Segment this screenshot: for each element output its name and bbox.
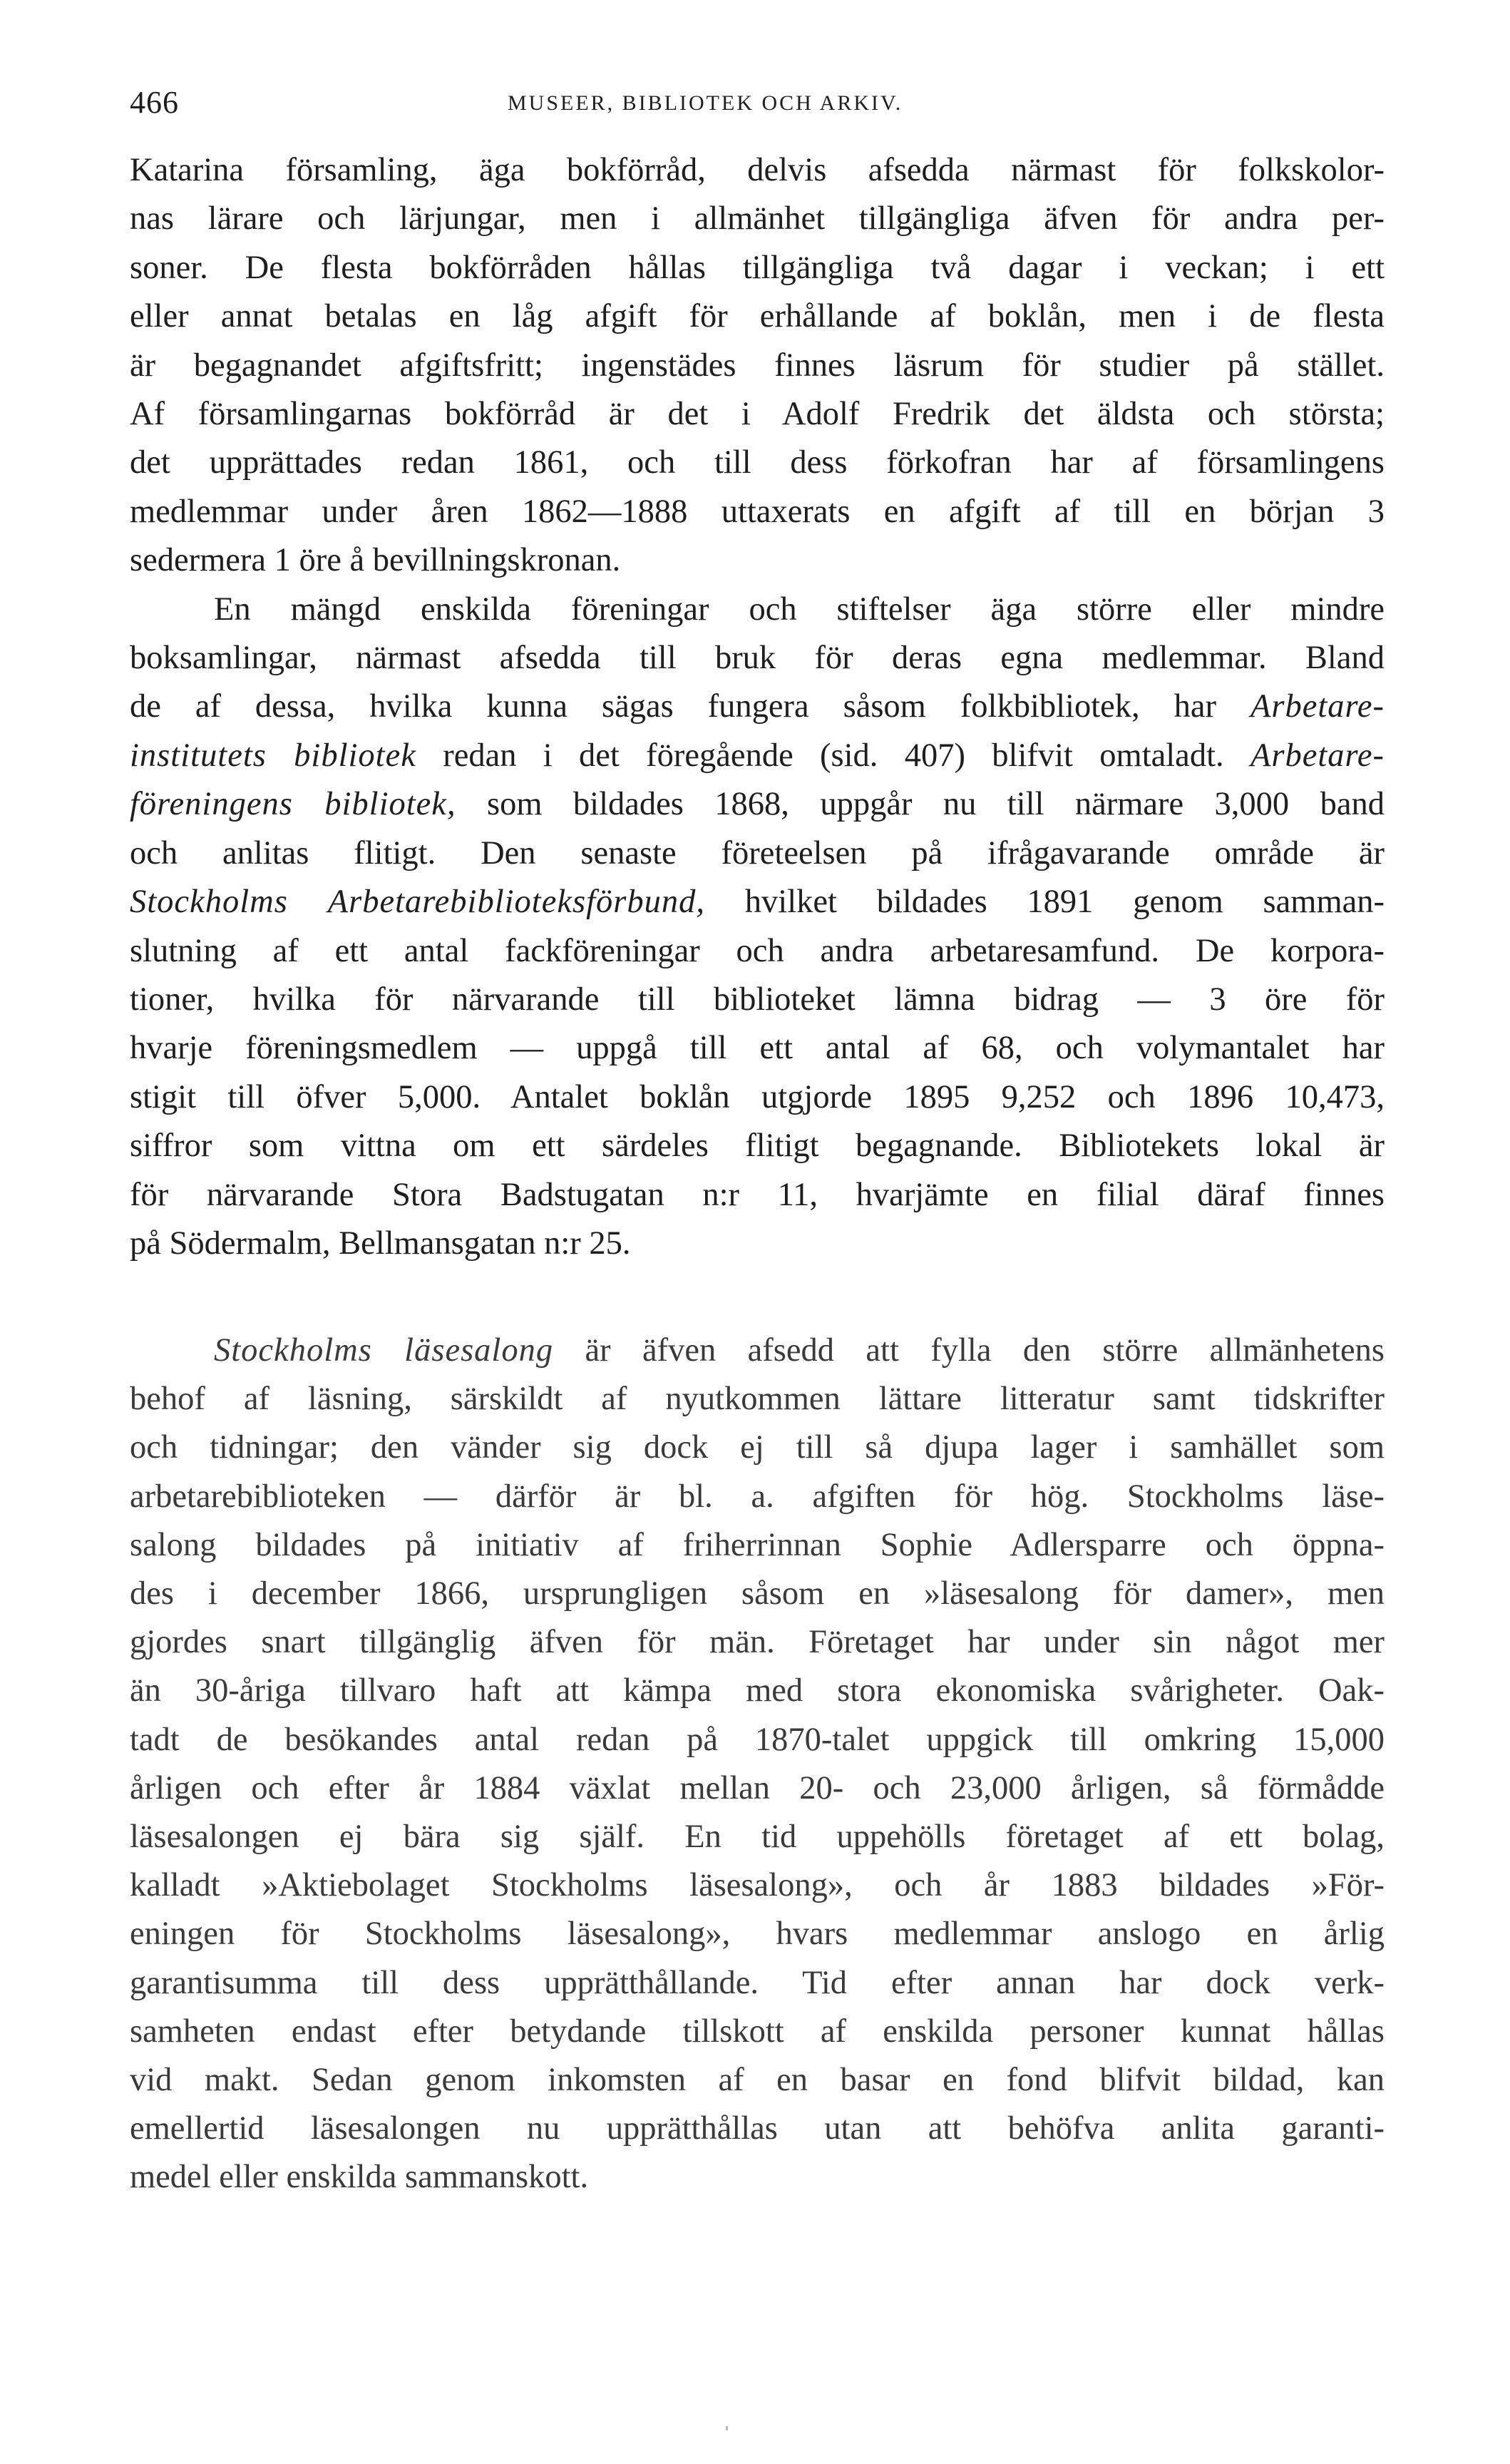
text-line: vid makt. Sedan genom inkomsten af en basar en fond blifvit bildad, kan [130,2062,1385,2099]
paragraph-3 [130,1326,1385,2202]
scan-speck [726,2426,728,2430]
text-run: är äfven afsedd att fylla den större allmänhetens [553,1332,1385,1369]
text-line [130,732,1385,780]
text-line: garantisumma till dess upprätthållande. Tid efter annan har dock verk- [130,1964,1385,2001]
text-line: behof af läsning, särskildt af nyutkommen lättare litteratur samt tidskrifter [130,1381,1385,1418]
italic-title: Arbetare- [1250,688,1385,725]
text-line: En mängd enskilda föreningar och stiftelser äga större eller mindre [214,591,1385,628]
text-line: på Södermalm, Bellmansgatan n:r 25. [130,1225,631,1262]
text-line: emellertid läsesalongen nu upprätthållas utan att behöfva anlita garanti- [130,2110,1385,2147]
text-line [130,1326,1385,1375]
text-line: sedermera 1 öre å bevillningskronan. [130,542,621,579]
text-line: salong bildades på initiativ af friherrinnan Sophie Adlersparre och öppna- [130,1526,1385,1563]
text-run: som bildades 1868, uppgår nu till närmare 3,000 band [456,786,1385,823]
text-line: samheten endast efter betydande tillskott af enskilda personer kunnat hållas [130,2013,1385,2050]
text-line: slutning af ett antal fackföreningar och andra arbetaresamfund. De korpora- [130,932,1385,969]
paragraph-1 [130,146,1385,586]
text-line: arbetarebiblioteken — därför är bl. a. afgiften för hög. Stockholms läse- [130,1478,1385,1515]
text-run: hvilket bildades 1891 genom samman- [705,884,1385,921]
text-line: kalladt »Aktiebolaget Stockholms läsesalong», och år 1883 bildades »För- [130,1867,1385,1904]
paragraph-2 [130,586,1385,1269]
text-line: är begagnandet afgiftsfritt; ingenstädes finnes läsrum för studier på stället. [130,347,1385,384]
text-line: boksamlingar, närmast afsedda till bruk för deras egna medlemmar. Bland [130,640,1385,677]
text-line: tioner, hvilka för närvarande till biblioteket lämna bidrag — 3 öre för [130,981,1385,1018]
italic-title: föreningens bibliotek, [130,786,456,823]
page-header [130,84,1385,127]
running-head: MUSEER, BIBLIOTEK OCH ARKIV. [508,91,903,115]
text-line [130,878,1385,926]
text-run: redan i det föregående (sid. 407) blifvit omtaladt. [416,737,1250,774]
text-line [130,683,1385,731]
text-line: Af församlingarnas bokförråd är det i Adolf Fredrik det äldsta och största; [130,396,1385,433]
italic-title: Stockholms läsesalong [214,1332,554,1369]
text-line: Katarina församling, äga bokförråd, delvis afsedda närmast för folkskolor- [130,152,1385,188]
text-line: det upprättades redan 1861, och till dess förkofran har af församlingens [130,444,1385,481]
text-line: des i december 1866, ursprungligen såsom en »läsesalong för damer», men [130,1575,1385,1612]
text-line: och tidningar; den vänder sig dock ej till så djupa lager i samhället som [130,1429,1385,1466]
text-line: eningen för Stockholms läsesalong», hvars medlemmar anslogo en årlig [130,1916,1385,1953]
text-line: hvarje föreningsmedlem — uppgå till ett antal af 68, och volymantalet har [130,1030,1385,1067]
text-line: och anlitas flitigt. Den senaste företeelsen på ifrågavarande område är [130,834,1385,871]
text-line: nas lärare och lärjungar, men i allmänhet tillgängliga äfven för andra per- [130,200,1385,237]
text-run: de af dessa, hvilka kunna sägas fungera såsom folkbibliotek, har [130,688,1250,725]
text-line: eller annat betalas en låg afgift för erhållande af boklån, men i de flesta [130,298,1385,335]
text-line: gjordes snart tillgänglig äfven för män. Företaget har under sin något mer [130,1624,1385,1661]
text-line: stigit till öfver 5,000. Antalet boklån utgjorde 1895 9,252 och 1896 10,473, [130,1078,1385,1115]
text-line: siffror som vittna om ett särdeles flitigt begagnande. Bibliotekets lokal är [130,1128,1385,1165]
main-text [130,146,1385,1268]
italic-title: institutets bibliotek [130,737,416,774]
text-line: läsesalongen ej bära sig själf. En tid uppehölls företaget af ett bolag, [130,1819,1385,1856]
text-line: årligen och efter år 1884 växlat mellan 20- och 23,000 årligen, så förmådde [130,1769,1385,1806]
text-line: soner. De flesta bokförråden hållas tillgängliga två dagar i veckan; i ett [130,249,1385,286]
italic-title: Arbetare- [1250,737,1385,774]
text-line [130,780,1385,829]
text-line: tadt de besökandes antal redan på 1870-talet uppgick till omkring 15,000 [130,1721,1385,1758]
text-line: än 30-åriga tillvaro haft att kämpa med stora ekonomiska svårigheter. Oak- [130,1672,1385,1709]
text-line: medel eller enskilda sammanskott. [130,2159,589,2196]
italic-title: Stockholms Arbetarebiblioteksförbund, [130,884,705,921]
page-number: 466 [130,85,179,120]
text-line: för närvarande Stora Badstugatan n:r 11, hvarjämte en filial däraf finnes [130,1176,1385,1213]
text-line: medlemmar under åren 1862—1888 uttaxerats en afgift af till en början 3 [130,493,1385,530]
